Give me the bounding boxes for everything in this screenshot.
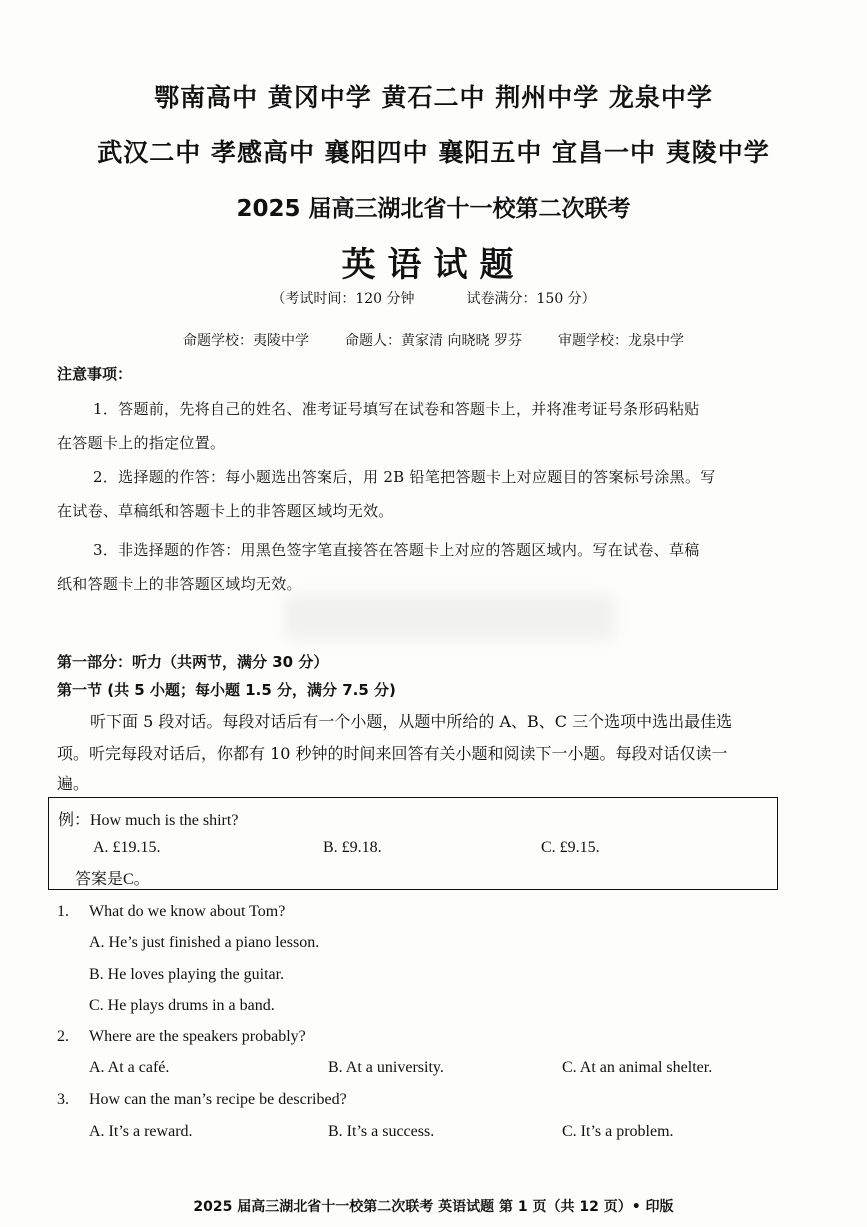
full-score: 试卷满分：150 分） [466,291,596,307]
part1-heading: 第一部分：听力（共两节，满分 30 分） [57,653,329,671]
example-option-c: C. £9.15. [541,839,600,856]
setters: 命题人：黄家清 向晓晓 罗芬 [345,333,522,349]
instructions-line-2: 项。听完每段对话后，你都有 10 秒钟的时间来回答有关小题和阅读下一小题。每段对话仅读一 [57,744,728,763]
instructions-line-3: 遍。 [57,774,90,793]
exam-time: （考试时间：120 分钟 [271,291,415,307]
instructions-line-1: 听下面 5 段对话。每段对话后有一个小题，从题中所给的 A、B、C 三个选项中选出最佳选 [90,712,733,731]
author-info [0,330,867,350]
exam-time-info [0,288,867,308]
example-option-b: B. £9.18. [323,839,382,856]
example-question: 例：How much is the shirt? [58,812,239,829]
schools-line-1: 鄂南高中 黄冈中学 黄石二中 荆州中学 龙泉中学 [154,83,713,112]
scan-smudge [285,595,615,640]
question-3-text: How can the man’s recipe be described? [89,1091,347,1108]
question-3-option-b: B. It’s a success. [328,1123,435,1140]
notice-item-3-line-2: 纸和答题卡上的非答题区域均无效。 [57,575,302,593]
example-answer: 答案是C。 [75,871,150,888]
question-2-option-c: C. At an animal shelter. [562,1059,713,1076]
question-3-number: 3. [57,1091,69,1108]
setter-school: 命题学校：夷陵中学 [183,333,310,349]
question-2-option-b: B. At a university. [328,1059,444,1076]
example-box [48,797,778,890]
notice-item-3-line-1: 3．非选择题的作答：用黑色签字笔直接答在答题卡上对应的答题区域内。写在试卷、草稿 [93,541,700,559]
section1-heading: 第一节 (共 5 小题；每小题 1.5 分，满分 7.5 分) [57,681,396,699]
notice-item-1-line-2: 在答题卡上的指定位置。 [57,434,226,452]
notice-heading: 注意事项： [57,365,133,383]
page-footer: 2025 届高三湖北省十一校第二次联考 英语试题 第 1 页（共 12 页）• 印版 [193,1199,674,1215]
question-3-option-a: A. It’s a reward. [89,1123,193,1140]
reviewer-school: 审题学校：龙泉中学 [557,333,684,349]
question-1-option-b: B. He loves playing the guitar. [89,966,285,983]
question-1-option-c: C. He plays drums in a band. [89,997,275,1014]
notice-item-2-line-2: 在试卷、草稿纸和答题卡上的非答题区域均无效。 [57,502,394,520]
example-option-a: A. £19.15. [93,839,161,856]
question-1-number: 1. [57,903,69,920]
question-2-number: 2. [57,1028,69,1045]
schools-line-2: 武汉二中 孝感高中 襄阳四中 襄阳五中 宜昌一中 夷陵中学 [97,138,770,167]
question-2-text: Where are the speakers probably? [89,1028,306,1045]
exam-title: 2025 届高三湖北省十一校第二次联考 [236,196,631,222]
question-2-option-a: A. At a café. [89,1059,170,1076]
question-3-option-c: C. It’s a problem. [562,1123,674,1140]
notice-item-2-line-1: 2．选择题的作答：每小题选出答案后，用 2B 铅笔把答题卡上对应题目的答案标号涂黑。写 [93,468,716,486]
subject-title: 英语试题 [341,245,526,285]
question-1-text: What do we know about Tom? [89,903,286,920]
question-1-option-a: A. He’s just finished a piano lesson. [89,934,320,951]
notice-item-1-line-1: 1．答题前，先将自己的姓名、准考证号填写在试卷和答题卡上，并将准考证号条形码粘贴 [93,400,700,418]
